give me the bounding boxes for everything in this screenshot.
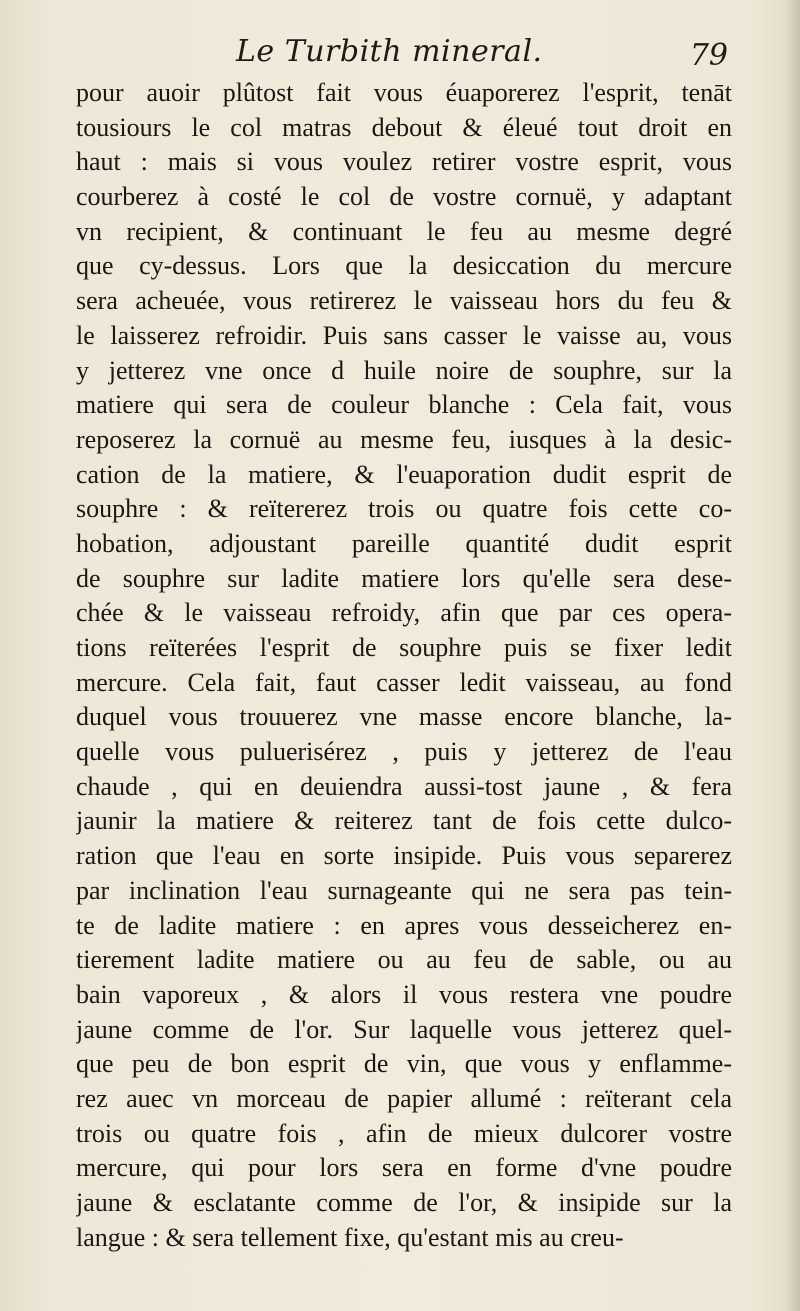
page-edge-shadow <box>784 0 800 1311</box>
text-line: tousiours le col matras debout & éleué tout droit en <box>76 112 732 142</box>
text-line: hobation, adjoustant pareille quantité dudit esprit <box>76 528 732 558</box>
text-line: haut : mais si vous voulez retirer vostre esprit, vous <box>76 147 732 177</box>
text-line: jaune comme de l'or. Sur laquelle vous jetterez quel- <box>76 1014 732 1044</box>
running-title: Le Turbith mineral. <box>236 34 543 69</box>
text-line: chaude , qui en deuiendra aussi-tost jaune , & fera <box>76 771 732 801</box>
text-line: par inclination l'eau surnageante qui ne sera pas tein- <box>76 875 732 905</box>
text-line: mercure, qui pour lors sera en forme d'vne poudre <box>76 1153 732 1183</box>
text-line: langue : & sera tellement fixe, qu'estant mis au creu- <box>76 1222 624 1252</box>
text-line: ration que l'eau en sorte insipide. Puis vous separerez <box>76 841 732 871</box>
text-line: jaune & esclatante comme de l'or, & insipide sur la <box>76 1188 732 1217</box>
text-line: trois ou quatre fois , afin de mieux dulcorer vostre <box>76 1118 732 1148</box>
text-line: vn recipient, & continuant le feu au mesme degré <box>76 216 732 246</box>
text-line: tierement ladite matiere ou au feu de sable, ou au <box>76 945 732 975</box>
text-line: que cy-dessus. Lors que la desiccation du mercure <box>76 251 732 281</box>
text-line: chée & le vaisseau refroidy, afin que par ces opera- <box>76 598 732 628</box>
text-line: jaunir la matiere & reiterez tant de fois cette dulco- <box>76 806 732 836</box>
text-line: souphre : & reïtererez trois ou quatre fois cette co- <box>76 494 732 524</box>
text-line: courberez à costé le col de vostre cornuë, y adaptant <box>76 182 732 212</box>
text-line: que peu de bon esprit de vin, que vous y enflamme- <box>76 1049 732 1079</box>
text-line: matiere qui sera de couleur blanche : Cela fait, vous <box>76 390 732 420</box>
text-line: tions reïterées l'esprit de souphre puis se fixer ledit <box>76 633 732 662</box>
text-line: pour auoir plûtost fait vous éuaporerez l'esprit, tenāt <box>76 78 732 107</box>
text-line: reposerez la cornuë au mesme feu, iusques à la desic- <box>76 424 732 454</box>
text-line: le laisserez refroidir. Puis sans casser le vaisse au, vous <box>76 320 732 350</box>
text-line: y jetterez vne once d huile noire de souphre, sur la <box>76 355 732 385</box>
text-line: bain vaporeux , & alors il vous restera vne poudre <box>76 979 732 1009</box>
text-line: te de ladite matiere : en apres vous desseicherez en- <box>76 910 732 940</box>
text-line: mercure. Cela fait, faut casser ledit vaisseau, au fond <box>76 667 732 697</box>
body-text <box>76 76 732 1255</box>
text-line: de souphre sur ladite matiere lors qu'elle sera dese- <box>76 563 732 593</box>
text-line: cation de la matiere, & l'euaporation dudit esprit de <box>76 459 732 489</box>
text-line: duquel vous trouuerez vne masse encore blanche, la- <box>76 702 732 732</box>
text-line: sera acheuée, vous retirerez le vaisseau hors du feu & <box>76 286 732 316</box>
text-line: quelle vous puluerisérez , puis y jetterez de l'eau <box>76 737 732 767</box>
text-line: rez auec vn morceau de papier allumé : reïterant cela <box>76 1083 732 1113</box>
page-number: 79 <box>689 38 728 73</box>
